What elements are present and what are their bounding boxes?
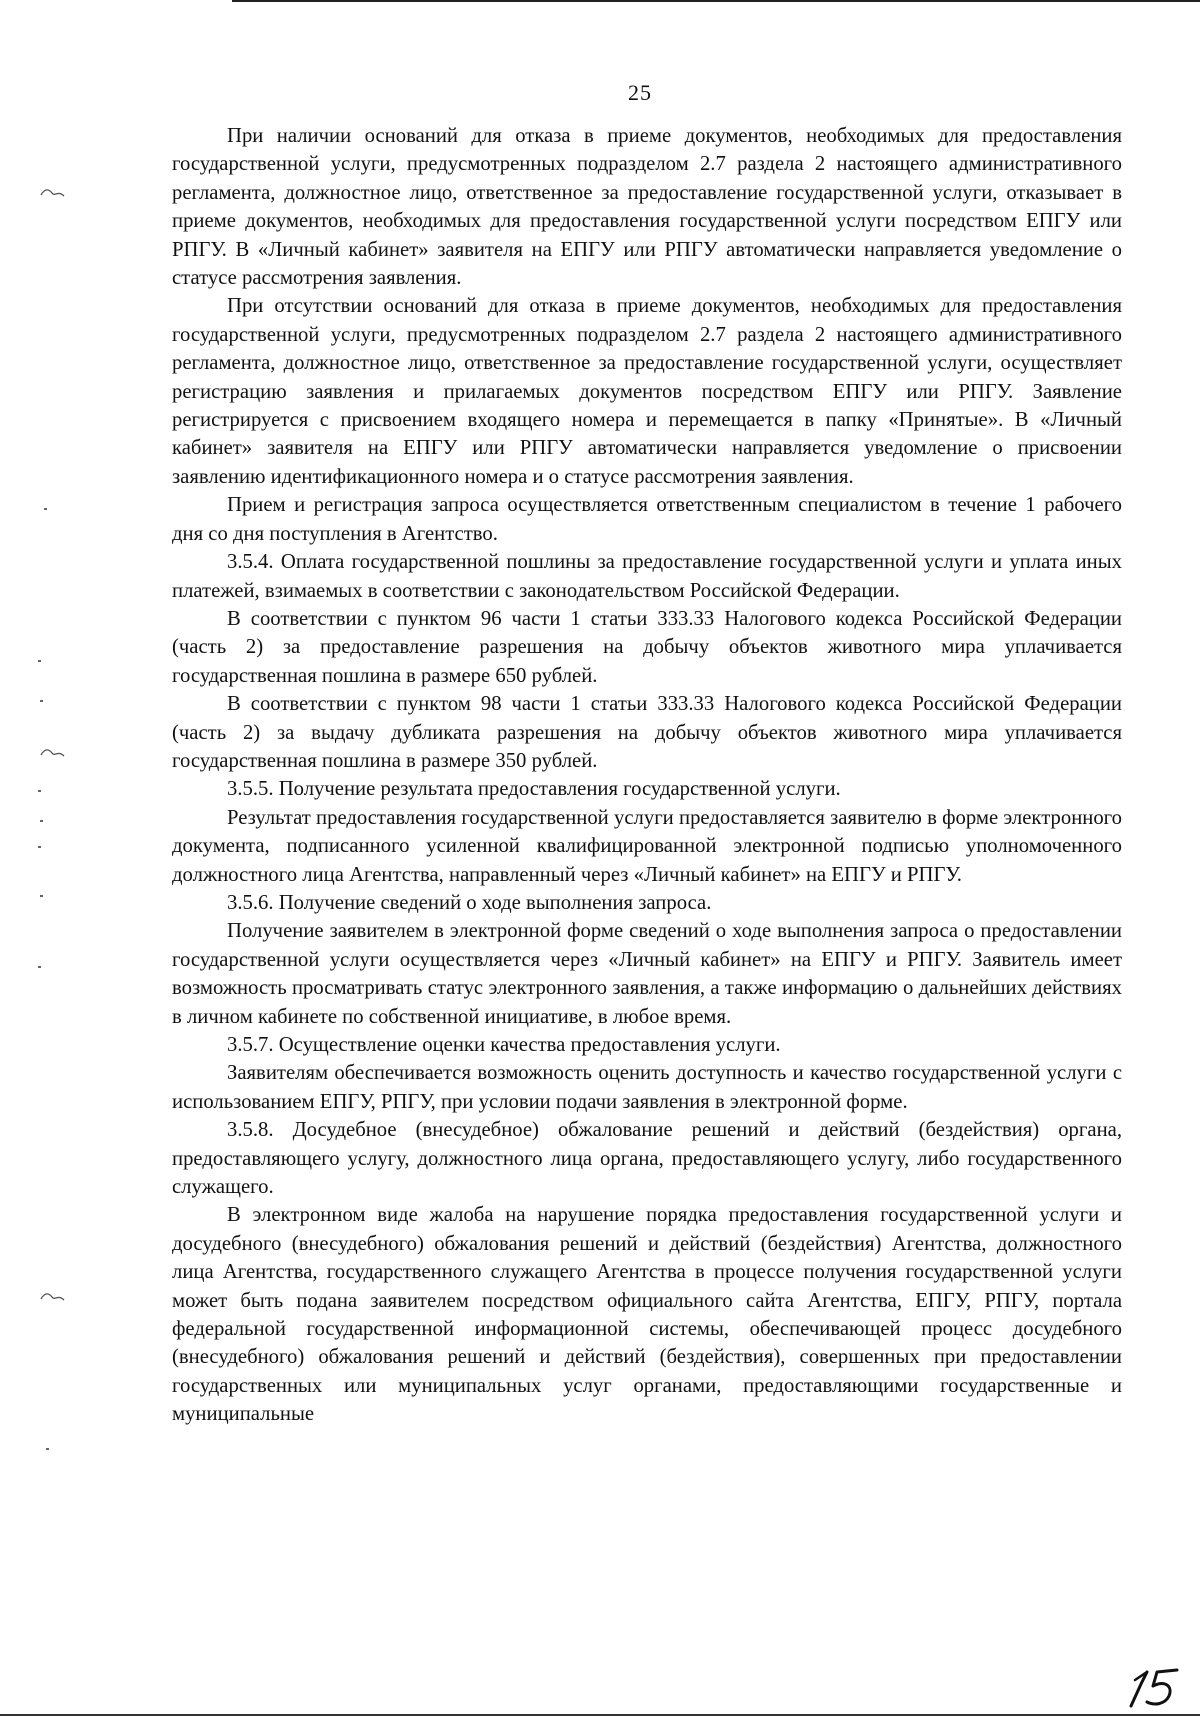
- section-heading-3-5-4: 3.5.4. Оплата государственной пошлины за предоставление государственной услуги и уплата иных платежей, взимаемых в соответствии с законодательством Российской Федерации.: [172, 551, 1122, 602]
- paragraph-result: Результат предоставления государственной услуги предоставляется заявителю в форме электронного документа, подписанного усиленной квалифицированной электронной подписью уполномоченного должностного лица Агентства, направленный через «Личный кабинет» на ЕПГУ и РПГУ.: [172, 806, 1122, 886]
- bottom-border-line: [0, 1714, 1200, 1716]
- margin-scan-artifact: [44, 508, 47, 510]
- margin-scan-artifact: [38, 966, 41, 968]
- section-heading-3-5-6: 3.5.6. Получение сведений о ходе выполнения запроса.: [227, 891, 712, 914]
- margin-scan-artifact: [40, 746, 66, 758]
- paragraph-fee-350: В соответствии с пунктом 98 части 1 статьи 333.33 Налогового кодекса Российской Федерации (часть 2) за выдачу дубликата разрешения на добычу объектов животного мира уплачивается государственная пошлина в размере 350 рублей.: [172, 693, 1122, 772]
- margin-scan-artifact: [40, 186, 66, 198]
- margin-scan-artifact: [46, 1448, 49, 1450]
- paragraph-quality-assessment: Заявителям обеспечивается возможность оценить доступность и качество государственной услуги с использованием ЕПГУ, РПГУ, при условии подачи заявления в электронной форме.: [172, 1062, 1122, 1113]
- paragraph-complaint: В электронном виде жалоба на нарушение порядка предоставления государственной услуги и досудебного (внесудебного) обжалования решений и действий (бездействия) Агентства, должностного лица Агентства, государственного служащего Агентства в процессе получения государственной услуги может быть подана заявителем посредством официального сайта Агентства, ЕПГУ, РПГУ, портала федеральной государственной информационной системы, обеспечивающей процесс досудебного (внесудебного) обжалования решений и действий (бездействия), совершенных при предоставлении государственных или муниципальных услуг органами, предоставляющими государственные и муниципальные: [172, 1204, 1122, 1426]
- section-heading-3-5-5: 3.5.5. Получение результата предоставления государственной услуги.: [227, 778, 841, 801]
- margin-scan-artifact: [38, 660, 41, 662]
- document-body: [172, 122, 1122, 1429]
- handwritten-sheet-number: [1125, 1660, 1183, 1710]
- margin-scan-artifact: [38, 846, 41, 848]
- section-heading-3-5-8: 3.5.8. Досудебное (внесудебное) обжалование решений и действий (бездействия) органа, предоставляющего услугу, должностного лица органа, предоставляющего услугу, либо государственного служащего.: [172, 1119, 1122, 1199]
- margin-scan-artifact: [40, 820, 43, 822]
- paragraph-refusal: При наличии оснований для отказа в приеме документов, необходимых для предоставления государственной услуги, предусмотренных подразделом 2.7 раздела 2 настоящего административного регламента, должностное лицо, ответственное за предоставление государственной услуги, отказывает в приеме документов, необходимых для предоставления государственной услуги посредством ЕПГУ или РПГУ. В «Личный кабинет» заявителя на ЕПГУ или РПГУ автоматически направляется уведомление о статусе рассмотрения заявления.: [172, 125, 1122, 290]
- page-number: 25: [628, 80, 652, 105]
- margin-scan-artifact: [40, 1290, 66, 1302]
- margin-scan-artifact: [38, 790, 41, 792]
- margin-scan-artifact: [40, 700, 43, 702]
- paragraph-registration-term: Прием и регистрация запроса осуществляется ответственным специалистом в течение 1 рабочего дня со дня поступления в Агентство.: [172, 494, 1122, 545]
- paragraph-fee-650: В соответствии с пунктом 96 части 1 статьи 333.33 Налогового кодекса Российской Федерации (часть 2) за предоставление разрешения на добычу объектов животного мира уплачивается государственная пошлина в размере 650 рублей.: [172, 607, 1122, 687]
- margin-scan-artifact: [40, 895, 43, 897]
- section-heading-3-5-7: 3.5.7. Осуществление оценки качества предоставления услуги.: [227, 1034, 781, 1056]
- paragraph-progress-info: Получение заявителем в электронной форме сведений о ходе выполнения запроса о предоставлении государственной услуги осуществляется через «Личный кабинет» на ЕПГУ и РПГУ. Заявитель имеет возможность просматривать статус электронного заявления, а также информацию о дальнейших действиях в личном кабинете по собственной инициативе, в любое время.: [172, 920, 1122, 1028]
- top-border-line: [232, 0, 1200, 2]
- paragraph-registration: При отсутствии оснований для отказа в приеме документов, необходимых для предоставления государственной услуги, предусмотренных подразделом 2.7 раздела 2 настоящего административного регламента, должностное лицо, ответственное за предоставление государственной услуги, осуществляет регистрацию заявления и прилагаемых документов посредством ЕПГУ или РПГУ. Заявление регистрируется с присвоением входящего номера и перемещается в папку «Принятые». В «Личный кабинет» заявителя на ЕПГУ или РПГУ автоматически направляется уведомление о присвоении заявлению идентификационного номера и о статусе рассмотрения заявления.: [172, 295, 1122, 488]
